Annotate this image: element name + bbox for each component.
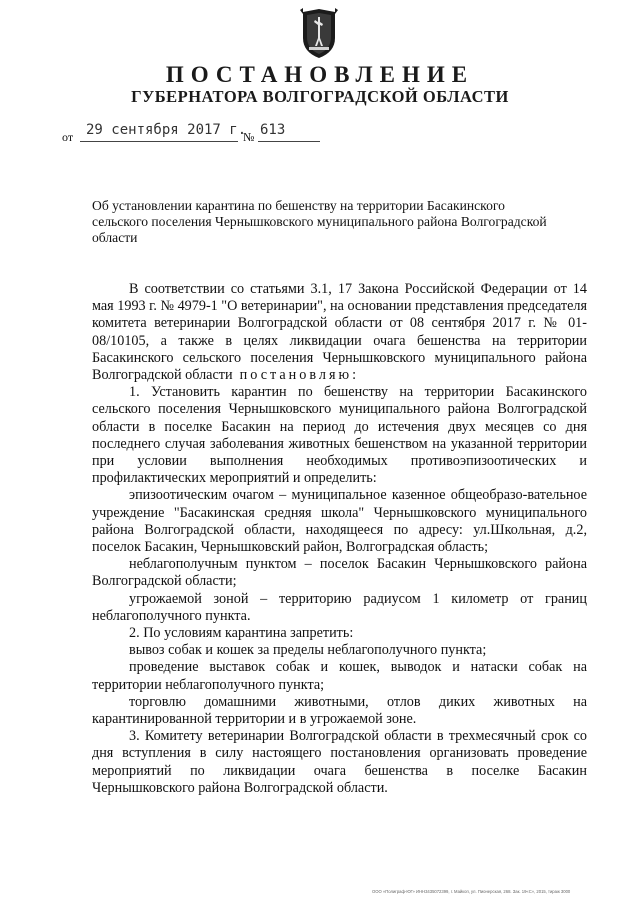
item-1-focus: эпизоотическим очагом – муниципальное казенное общеобразо-вательное учреждение "Басакинская средняя школа" Чернышковского муниципального района Волгоградской области, находящееся по адресу: ул.Школьная, д.2, поселок Басакин, Чернышковский район, Волгоградская область; xyxy=(92,487,587,556)
coat-of-arms-icon xyxy=(297,8,341,60)
document-date: 29 сентября 2017 г. xyxy=(86,122,247,138)
date-underline xyxy=(80,141,238,142)
decree-word: постановляю: xyxy=(239,367,360,384)
number-label: № xyxy=(243,130,255,144)
preamble-paragraph xyxy=(92,281,587,384)
document-number: 613 xyxy=(260,122,286,138)
date-line xyxy=(62,122,382,144)
print-footer: ООО «Полиграф-ЮГ» ИНН3435072399, г. Майкоп, ул. Пионерская, 268. Зак. 19«С», 2015, тираж 3000 xyxy=(372,889,571,894)
date-from-label: от xyxy=(62,130,74,144)
document-subject: Об установлении карантина по бешенству на территории Басакинского сельского поселения Чернышковского муниципального района Волгоградской области xyxy=(92,198,547,245)
item-1-threatened-zone: угрожаемой зоной – территорию радиусом 1 километр от границ неблагополучного пункта. xyxy=(92,590,587,624)
document-title: ПОСТАНОВЛЕНИЕ xyxy=(165,62,475,87)
document-subtitle: ГУБЕРНАТОРА ВОЛГОГРАДСКОЙ ОБЛАСТИ xyxy=(131,87,509,106)
number-underline xyxy=(258,141,320,142)
item-2-trade-ban: торговлю домашними животными, отлов диких животных на карантинированной территории и в угрожаемой зоне. xyxy=(92,693,587,728)
preamble-text: В соответствии со статьями 3.1, 17 Закона Российской Федерации от 14 мая 1993 г. № 4979-1 "О ветеринарии", на основании представления председателя комитета ветеринарии Волгоградской области от 08 сентября 2017 г. № 01-08/10105, а также в целях ликвидации очага бешенства на территории Басакинского сельского поселения Чернышковского муниципального района Волгоградской области xyxy=(92,281,588,384)
item-2: 2. По условиям карантина запретить: xyxy=(129,625,354,642)
item-2-exhibitions-ban: проведение выставок собак и кошек, выводок и натаски собак на территории неблагополучного пункта; xyxy=(92,659,587,693)
item-2-export-ban: вывоз собак и кошек за пределы неблагополучного пункта; xyxy=(129,642,487,659)
document-body xyxy=(92,281,587,797)
item-1-unfavorable-point: неблагополучным пунктом – поселок Басакин Чернышковского района Волгоградской области; xyxy=(92,556,587,590)
item-3: 3. Комитету ветеринарии Волгоградской области в трехмесячный срок со дня вступления в силу настоящего постановления организовать проведение мероприятий по ликвидации очага бешенства в поселке Басакин Чернышковского района Волгоградской области. xyxy=(92,728,587,796)
item-1: 1. Установить карантин по бешенству на территории Басакинского сельского поселения Чернышковского муниципального района Волгоградской области в поселке Басакин на период до истечения двух месяцев со дня последнего случая заболевания животных бешенством на указанной территории при условии выполнения необходимых противоэпизоотических и профилактических мероприятий и определить: xyxy=(92,384,587,487)
